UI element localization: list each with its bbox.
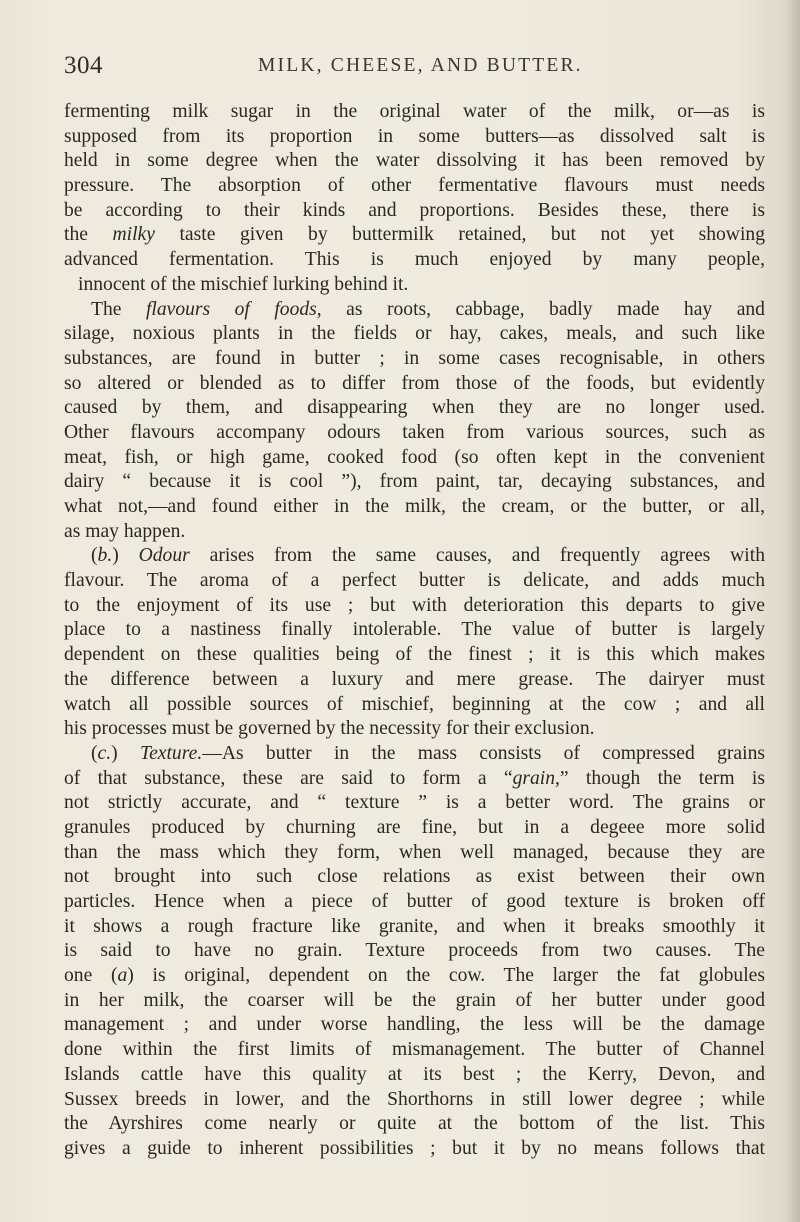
text-line: Other flavours accompany odours taken from various sources, such as bbox=[64, 421, 765, 443]
text-line: not brought into such close relations as exist between their own bbox=[64, 866, 765, 888]
text-line: place to a nastiness finally intolerable. The value of butter is largely bbox=[64, 619, 765, 641]
text-line: pressure. The absorption of other fermentative flavours must needs bbox=[64, 175, 765, 197]
text-line: supposed from its proportion in some butters—as dissolved salt is bbox=[64, 125, 765, 147]
body-text bbox=[64, 100, 765, 1162]
text-line: done within the first limits of mismanagement. The butter of Channel bbox=[64, 1039, 765, 1061]
text-line: the Ayrshires come nearly or quite at the bottom of the list. This bbox=[64, 1113, 765, 1135]
text-line: gives a guide to inherent possibilities ; but it by no means follows that bbox=[64, 1137, 765, 1159]
text-line: one (a) is original, dependent on the cow. The larger the fat globules bbox=[64, 965, 765, 987]
text-line: Islands cattle have this quality at its best ; the Kerry, Devon, and bbox=[64, 1063, 765, 1085]
page-header bbox=[64, 52, 764, 82]
text-line: dairy “ because it is cool ”), from paint, tar, decaying substances, and bbox=[64, 471, 765, 493]
text-line: fermenting milk sugar in the original water of the milk, or—as is bbox=[64, 101, 765, 122]
text-line: be according to their kinds and proportions. Besides these, there is bbox=[64, 199, 765, 221]
text-line: innocent of the mischief lurking behind it. bbox=[78, 273, 409, 295]
text-line: his processes must be governed by the necessity for their exclusion. bbox=[64, 718, 595, 740]
text-line: Sussex breeds in lower, and the Shorthorns in still lower degree ; while bbox=[64, 1088, 765, 1110]
text-line: the milky taste given by buttermilk retained, but not yet showing bbox=[64, 224, 765, 246]
text-line: of that substance, these are said to form a “grain,” though the term is bbox=[64, 767, 765, 789]
text-line: advanced fermentation. This is much enjoyed by many people, bbox=[64, 249, 765, 271]
text-line: what not,—and found either in the milk, the cream, or the butter, or all, bbox=[64, 496, 765, 517]
text-line: dependent on these qualities being of the finest ; it is this which makes bbox=[64, 644, 765, 666]
text-line: to the enjoyment of its use ; but with deterioration this departs to give bbox=[64, 594, 765, 616]
text-line: caused by them, and disappearing when they are no longer used. bbox=[64, 397, 765, 419]
text-line: particles. Hence when a piece of butter of good texture is broken off bbox=[64, 891, 765, 912]
text-line: as may happen. bbox=[64, 520, 186, 542]
text-line: watch all possible sources of mischief, beginning at the cow ; and all bbox=[64, 693, 765, 715]
text-line: so altered or blended as to differ from those of the foods, but evidently bbox=[64, 372, 765, 394]
page-number: 304 bbox=[64, 52, 103, 79]
running-title: MILK, CHEESE, AND BUTTER. bbox=[258, 55, 583, 76]
text-line: silage, noxious plants in the fields or hay, cakes, meals, and such like bbox=[64, 323, 765, 345]
text-line: not strictly accurate, and “ texture ” is a better word. The grains or bbox=[64, 792, 765, 814]
text-line: management ; and under worse handling, the less will be the damage bbox=[64, 1014, 765, 1036]
page-edge-shadow bbox=[786, 0, 800, 1222]
text-line: it shows a rough fracture like granite, and when it breaks smoothly it bbox=[64, 915, 765, 937]
text-line: meat, fish, or high game, cooked food (so often kept in the convenient bbox=[64, 446, 765, 468]
text-line: granules produced by churning are fine, but in a degeee more solid bbox=[64, 816, 765, 838]
text-line: in her milk, the coarser will be the grain of her butter under good bbox=[64, 989, 765, 1011]
text-line: than the mass which they form, when well managed, because they are bbox=[64, 841, 765, 863]
text-line: substances, are found in butter ; in some cases recognisable, in others bbox=[64, 347, 765, 369]
text-line: the difference between a luxury and mere grease. The dairyer must bbox=[64, 668, 765, 690]
text-line: flavour. The aroma of a perfect butter is delicate, and adds much bbox=[64, 570, 765, 592]
text-line: (c.) Texture.—As butter in the mass consists of compressed grains bbox=[91, 742, 765, 764]
text-line: is said to have no grain. Texture proceeds from two causes. The bbox=[64, 940, 765, 962]
text-line: (b.) Odour arises from the same causes, and frequently agrees with bbox=[91, 545, 765, 567]
text-line: held in some degree when the water dissolving it has been removed by bbox=[64, 150, 765, 172]
text-line: The flavours of foods, as roots, cabbage, badly made hay and bbox=[91, 298, 765, 320]
